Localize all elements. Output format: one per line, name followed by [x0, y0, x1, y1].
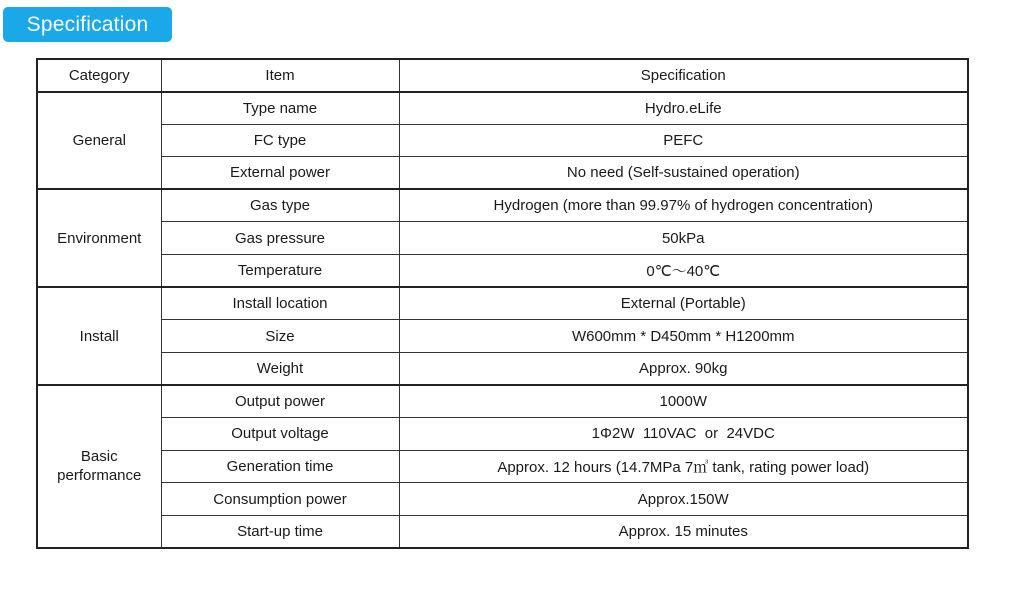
- table-row: [37, 483, 968, 516]
- item-cell: Start-up time: [161, 515, 399, 548]
- spec-cell: Approx. 12 hours (14.7MPa 7㎥ tank, rating power load): [399, 450, 968, 483]
- item-cell: Install location: [161, 287, 399, 320]
- item-cell: FC type: [161, 124, 399, 157]
- table-row: [37, 450, 968, 483]
- table-row: [37, 124, 968, 157]
- table-row: [37, 255, 968, 288]
- category-cell-general: General: [37, 92, 161, 190]
- table-row: [37, 287, 968, 320]
- item-cell: Consumption power: [161, 483, 399, 516]
- spec-cell: Approx. 15 minutes: [399, 515, 968, 548]
- spec-cell: Approx.150W: [399, 483, 968, 516]
- spec-cell: W600mm * D450mm * H1200mm: [399, 320, 968, 353]
- spec-cell: 0℃～40℃: [399, 255, 968, 288]
- table-header-row: [37, 59, 968, 92]
- table-row: [37, 320, 968, 353]
- item-cell: Gas type: [161, 189, 399, 222]
- category-cell-basic-performance: Basic performance: [37, 385, 161, 548]
- item-cell: Gas pressure: [161, 222, 399, 255]
- category-cell-environment: Environment: [37, 189, 161, 287]
- table-row: [37, 385, 968, 418]
- header-specification: Specification: [399, 59, 968, 92]
- item-cell: Output voltage: [161, 418, 399, 451]
- spec-cell: Approx. 90kg: [399, 352, 968, 385]
- item-cell: External power: [161, 157, 399, 190]
- table-row: [37, 222, 968, 255]
- spec-cell: Hydrogen (more than 99.97% of hydrogen concentration): [399, 189, 968, 222]
- item-cell: Type name: [161, 92, 399, 125]
- spec-cell: External (Portable): [399, 287, 968, 320]
- table-row: [37, 418, 968, 451]
- table-row: [37, 515, 968, 548]
- spec-cell: No need (Self-sustained operation): [399, 157, 968, 190]
- item-cell: Generation time: [161, 450, 399, 483]
- spec-cell: 50kPa: [399, 222, 968, 255]
- category-cell-install: Install: [37, 287, 161, 385]
- specification-table: [36, 58, 969, 549]
- table-row: [37, 157, 968, 190]
- section-title: Specification: [3, 7, 172, 42]
- header-category: Category: [37, 59, 161, 92]
- item-cell: Output power: [161, 385, 399, 418]
- table-row: [37, 189, 968, 222]
- spec-cell: 1000W: [399, 385, 968, 418]
- spec-cell: PEFC: [399, 124, 968, 157]
- item-cell: Temperature: [161, 255, 399, 288]
- spec-cell: 1Φ2W 110VAC or 24VDC: [399, 418, 968, 451]
- item-cell: Weight: [161, 352, 399, 385]
- table-row: [37, 92, 968, 125]
- header-item: Item: [161, 59, 399, 92]
- table-row: [37, 352, 968, 385]
- spec-cell: Hydro.eLife: [399, 92, 968, 125]
- item-cell: Size: [161, 320, 399, 353]
